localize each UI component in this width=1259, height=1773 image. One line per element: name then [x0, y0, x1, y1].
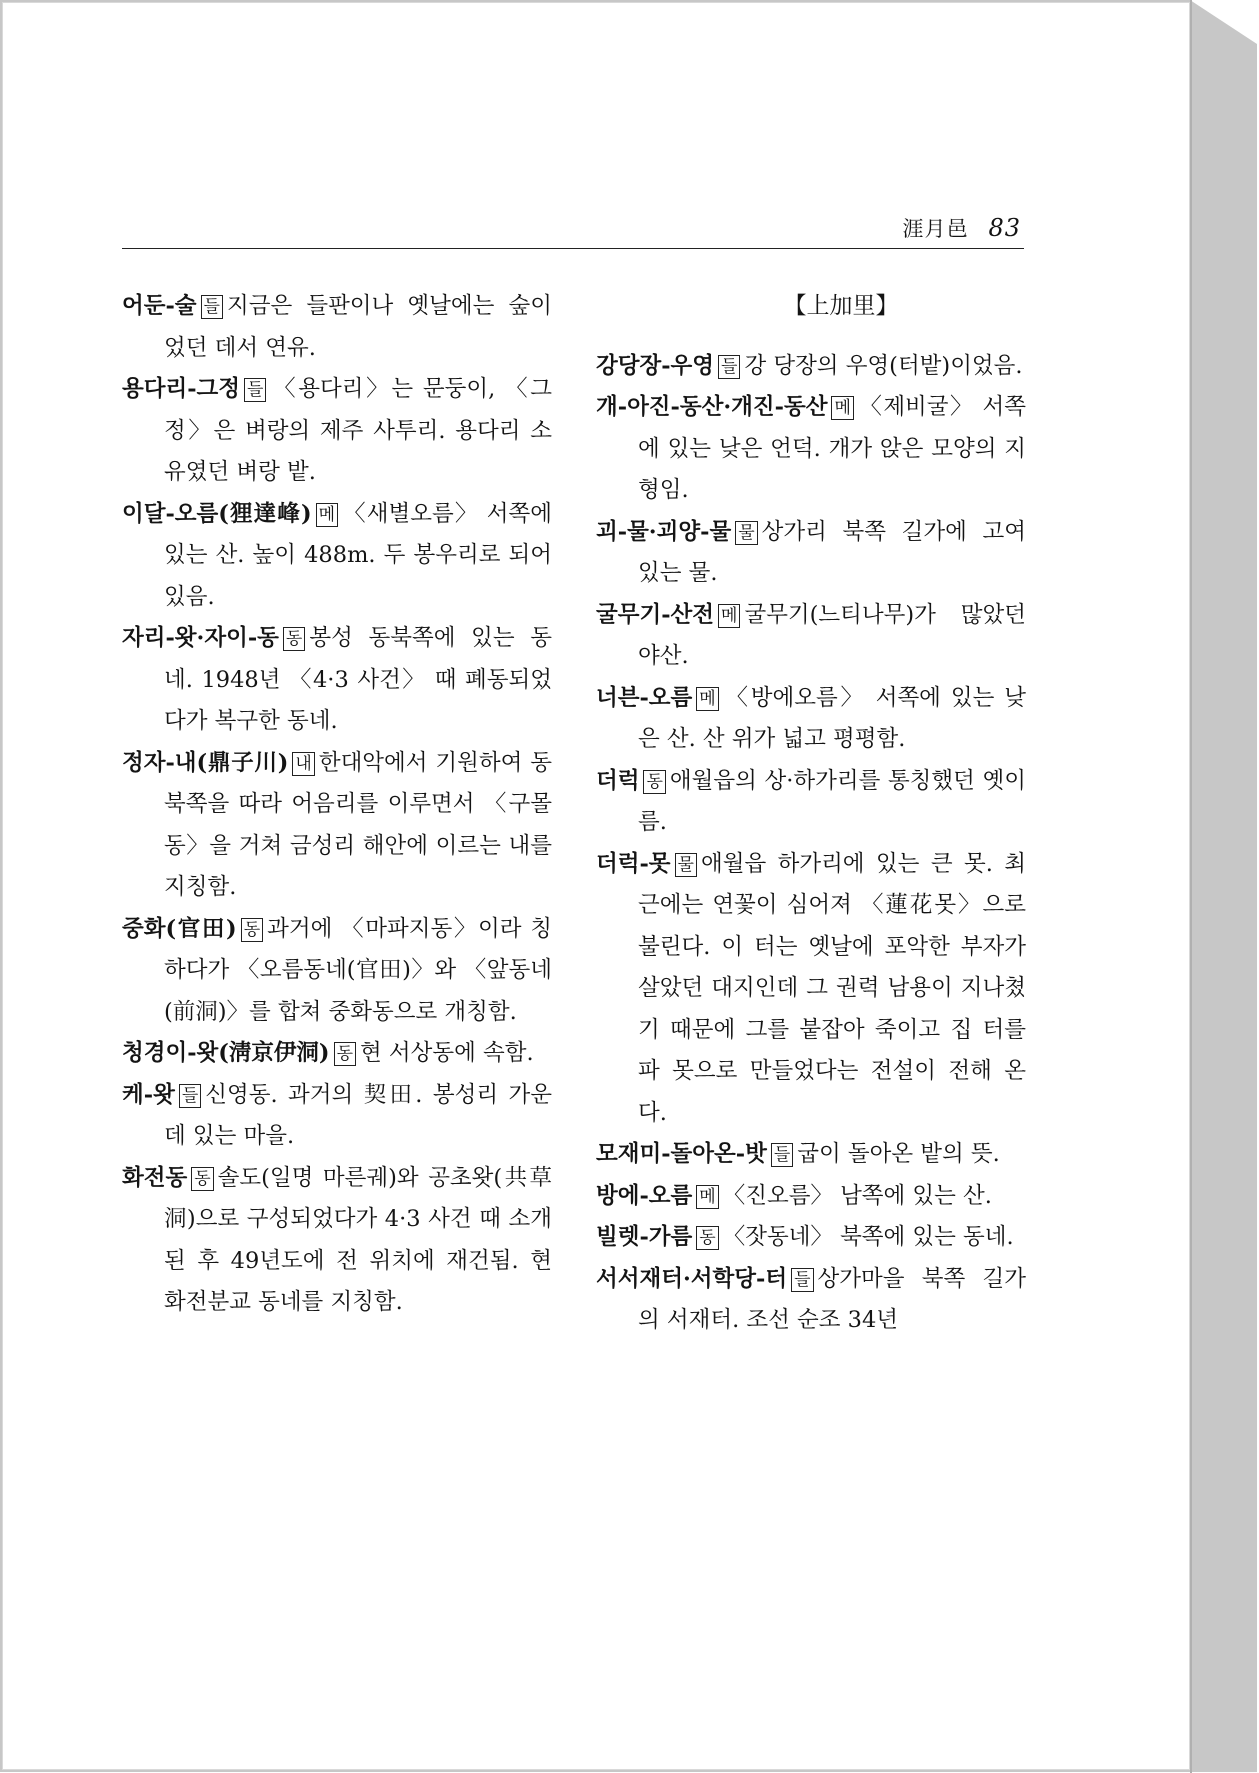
entry-definition: 현 서상동에 속함. — [360, 1040, 534, 1066]
dictionary-entry — [122, 909, 552, 1034]
entry-headword: 괴-물·괴양-물 — [596, 518, 732, 545]
entry-definition: 굴무기(느티나무)가 많았던 야산. — [638, 601, 1026, 669]
entry-definition: 〈용다리〉는 문둥이, 〈그정〉은 벼랑의 제주 사투리. 용다리 소유였던 벼랑 밭. — [164, 376, 552, 485]
dictionary-entry — [596, 346, 1026, 388]
entry-headword: 화전동 — [122, 1164, 188, 1191]
dictionary-entry — [122, 1158, 552, 1324]
entry-category-tag: 동 — [283, 627, 305, 651]
dictionary-entry — [122, 369, 552, 494]
entry-category-tag: 들 — [201, 295, 223, 319]
dictionary-entry — [122, 494, 552, 619]
entry-definition: 상가마을 북쪽 길가의 서재터. 조선 순조 34년 — [638, 1265, 1026, 1333]
dictionary-entry — [122, 743, 552, 909]
entry-category-tag: 동 — [191, 1167, 213, 1191]
entry-headword: 이달-오름(狸達峰) — [122, 500, 312, 527]
entry-definition: 〈새별오름〉 서쪽에 있는 산. 높이 488m. 두 봉우리로 되어 있음. — [164, 500, 552, 610]
entry-category-tag: 들 — [244, 378, 266, 402]
entry-definition: 〈방에오름〉 서쪽에 있는 낮은 산. 산 위가 넓고 평평함. — [638, 684, 1026, 752]
dictionary-entry — [122, 1033, 552, 1075]
dictionary-entry — [596, 761, 1026, 844]
entry-headword: 모재미-돌아온-밧 — [596, 1141, 767, 1167]
right-entries — [596, 346, 1026, 1342]
entry-category-tag: 동 — [334, 1042, 356, 1066]
page-number: 83 — [988, 214, 1021, 242]
entry-category-tag: 메 — [718, 604, 740, 628]
dictionary-entry — [122, 286, 552, 369]
dictionary-entry — [122, 618, 552, 743]
dictionary-entry — [596, 387, 1026, 512]
entry-category-tag: 물 — [735, 521, 757, 545]
dictionary-entry — [122, 1075, 552, 1158]
entry-category-tag: 동 — [643, 770, 665, 794]
entry-definition: 〈제비굴〉 서쪽에 있는 낮은 언덕. 개가 앉은 모양의 지형임. — [638, 394, 1026, 503]
dictionary-entry — [596, 512, 1026, 595]
entry-headword: 청경이-왓(淸京伊洞) — [122, 1040, 330, 1066]
section-title: 【上加里】 — [783, 293, 899, 319]
entry-category-tag: 동 — [241, 918, 263, 942]
entry-category-tag: 들 — [771, 1143, 793, 1167]
entry-definition: 한대악에서 기원하여 동북쪽을 따라 어음리를 이루면서 〈구몰동〉을 거쳐 금성리 해안에 이르는 내를 지칭함. — [164, 749, 553, 900]
entry-definition: 과거에 〈마파지동〉이라 칭하다가 〈오름동네(官田)〉와 〈앞동네(前洞)〉를 합쳐 중화동으로 개칭함. — [164, 915, 553, 1025]
entry-category-tag: 들 — [179, 1084, 201, 1108]
entry-headword: 방에-오름 — [596, 1182, 693, 1209]
entry-category-tag: 메 — [696, 687, 718, 711]
page-edge — [1190, 0, 1192, 1773]
entry-headword: 서서재터·서학당-터 — [596, 1265, 788, 1292]
entry-headword: 케-왓 — [122, 1081, 175, 1108]
header-rule — [122, 248, 1024, 249]
dictionary-entry — [596, 1217, 1026, 1259]
section-name: 涯月邑 — [902, 217, 969, 241]
entry-headword: 더럭 — [596, 767, 640, 794]
entry-headword: 빌렛-가름 — [596, 1224, 693, 1250]
entry-headword: 어둔-술 — [122, 293, 197, 319]
entry-definition: 강 당장의 우영(터밭)이었음. — [744, 352, 1023, 379]
dictionary-entry — [596, 1134, 1026, 1176]
entry-definition: 신영동. 과거의 契田. 봉성리 가운데 있는 마을. — [164, 1081, 552, 1149]
entry-definition: 지금은 들판이나 옛날에는 숲이었던 데서 연유. — [164, 293, 552, 361]
entry-headword: 개-아진-동산·개진-동산 — [596, 394, 828, 420]
entry-definition: 솔도(일명 마른궤)와 공초왓(共草洞)으로 구성되었다가 4·3 사건 때 소개된 후 49년도에 전 위치에 재건됨. 현 화전분교 동네를 지칭함. — [164, 1164, 552, 1315]
dictionary-entry — [596, 678, 1026, 761]
entry-headword: 강당장-우영 — [596, 352, 715, 379]
entry-definition: 〈진오름〉 남쪽에 있는 산. — [722, 1182, 992, 1209]
entry-category-tag: 내 — [292, 752, 314, 776]
entry-definition: 상가리 북쪽 길가에 고여 있는 물. — [638, 518, 1026, 586]
entry-headword: 정자-내(鼎子川) — [122, 749, 289, 776]
entry-headword: 더럭-못 — [596, 850, 671, 877]
entry-category-tag: 동 — [696, 1226, 718, 1250]
left-column — [122, 286, 552, 1324]
entry-headword: 용다리-그정 — [122, 376, 241, 402]
entry-category-tag: 들 — [791, 1268, 813, 1292]
entry-definition: 〈잣동네〉 북쪽에 있는 동네. — [722, 1224, 1014, 1250]
entry-category-tag: 메 — [831, 396, 853, 420]
entry-category-tag: 메 — [696, 1185, 718, 1209]
dictionary-entry — [596, 1176, 1026, 1218]
dictionary-entry — [596, 1259, 1026, 1342]
dictionary-entry — [596, 595, 1026, 678]
entry-category-tag: 물 — [675, 853, 697, 877]
right-column — [596, 286, 1026, 1342]
entry-headword: 너븐-오름 — [596, 684, 693, 711]
running-head — [902, 213, 1021, 243]
entry-definition: 굽이 돌아온 밭의 뜻. — [797, 1141, 1000, 1167]
entry-definition: 봉성 동북쪽에 있는 동네. 1948년 〈4·3 사건〉 때 폐동되었다가 복구한 동네. — [164, 625, 552, 734]
dictionary-entry — [596, 844, 1026, 1135]
entry-category-tag: 메 — [316, 503, 338, 527]
entry-definition: 애월읍 하가리에 있는 큰 못. 최근에는 연꽃이 심어져 〈蓮花못〉으로 불린다. 이 터는 옛날에 포악한 부자가 살았던 대지인데 그 권력 남용이 지나쳤기 때문에 그를 붙잡아 죽이고 집 터를 파 못으로 만들었다는 전설이 전해 온다. — [638, 850, 1026, 1126]
entry-headword: 굴무기-산전 — [596, 601, 715, 628]
entry-definition: 애월읍의 상·하가리를 통칭했던 옛이름. — [638, 767, 1026, 835]
entry-category-tag: 들 — [718, 355, 740, 379]
entry-headword: 중화(官田) — [122, 915, 237, 942]
entry-headword: 자리-왓·자이-동 — [122, 625, 279, 651]
